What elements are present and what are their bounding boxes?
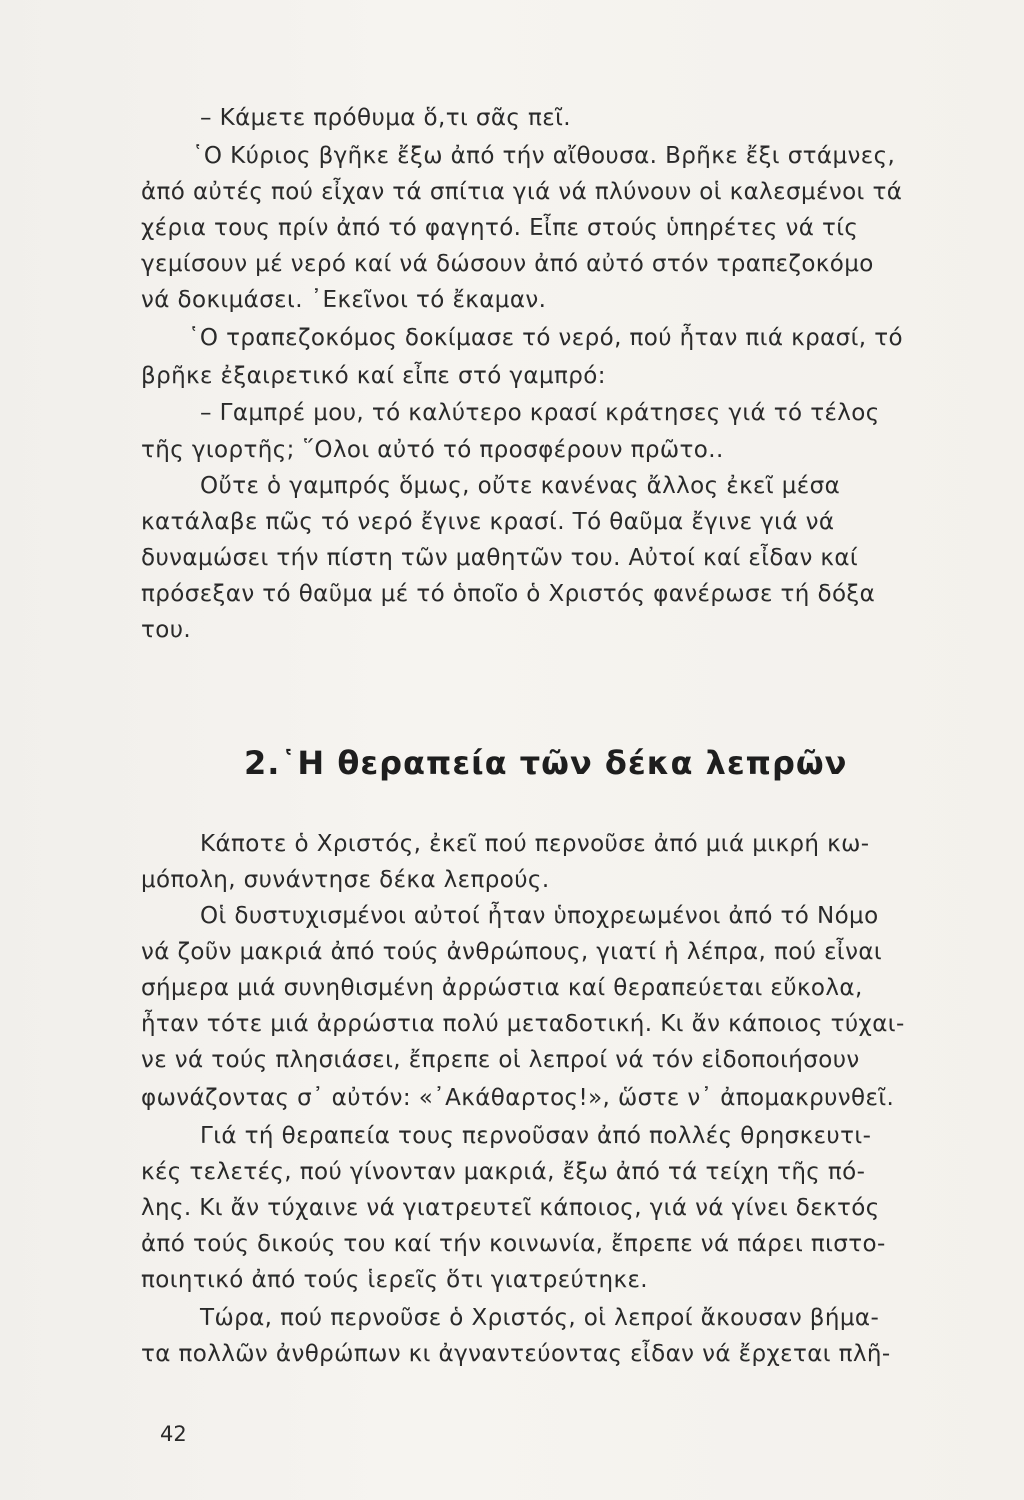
text-line: χέρια τους πρίν ἀπό τό φαγητό. Εἶπε στούς ὑπηρέτες νά τίς bbox=[141, 215, 859, 241]
text-line: του. bbox=[141, 617, 192, 643]
text-line: νε νά τούς πλησιάσει, ἔπρεπε οἱ λεπροί νά τόν εἰδοποιήσουν bbox=[141, 1047, 860, 1073]
text-line: Γιά τή θεραπεία τους περνοῦσαν ἀπό πολλές θρησκευτι- bbox=[200, 1123, 872, 1149]
text-line: λης. Κι ἄν τύχαινε νά γιατρευτεῖ κάποιος, γιά νά γίνει δεκτός bbox=[141, 1195, 880, 1221]
text-line: – Γαμπρέ μου, τό καλύτερο κρασί κράτησες γιά τό τέλος bbox=[200, 400, 880, 426]
text-line: ῾Ο τραπεζοκόμος δοκίμασε τό νερό, πού ἦταν πιά κρασί, τό bbox=[188, 325, 903, 351]
text-line: τῆς γιορτῆς; ῞Ολοι αὐτό τό προσφέρουν πρῶτο.. bbox=[141, 437, 724, 463]
text-line: κατάλαβε πῶς τό νερό ἔγινε κρασί. Τό θαῦμα ἔγινε γιά νά bbox=[141, 509, 835, 535]
text-line: νά δοκιμάσει. ᾿Εκεῖνοι τό ἔκαμαν. bbox=[141, 287, 547, 313]
text-line: ῾Ο Κύριος βγῆκε ἔξω ἀπό τήν αἴθουσα. Βρῆκε ἔξι στάμνες, bbox=[192, 143, 896, 169]
text-line: Κάποτε ὁ Χριστός, ἐκεῖ πού περνοῦσε ἀπό μιά μικρή κω- bbox=[200, 831, 870, 857]
text-line: νά ζοῦν μακριά ἀπό τούς ἀνθρώπους, γιατί ἡ λέπρα, πού εἶναι bbox=[141, 939, 883, 965]
text-line: κές τελετές, πού γίνονταν μακριά, ἔξω ἀπό τά τείχη τῆς πό- bbox=[141, 1159, 866, 1185]
text-line: βρῆκε ἐξαιρετικό καί εἶπε στό γαμπρό: bbox=[141, 363, 606, 389]
text-line: σήμερα μιά συνηθισμένη ἀρρώστια καί θεραπεύεται εὔκολα, bbox=[141, 975, 863, 1001]
text-line: πρόσεξαν τό θαῦμα μέ τό ὁποῖο ὁ Χριστός φανέρωσε τή δόξα bbox=[141, 581, 876, 607]
text-line: ἦταν τότε μιά ἀρρώστια πολύ μεταδοτική. Κι ἄν κάποιος τύχαι- bbox=[141, 1011, 905, 1037]
text-line: Οὔτε ὁ γαμπρός ὅμως, οὔτε κανένας ἄλλος ἐκεῖ μέσα bbox=[200, 473, 841, 499]
text-line: ποιητικό ἀπό τούς ἱερεῖς ὅτι γιατρεύτηκε. bbox=[141, 1267, 648, 1293]
text-line: τα πολλῶν ἀνθρώπων κι ἀγναντεύοντας εἶδαν νά ἔρχεται πλῆ- bbox=[141, 1341, 891, 1367]
text-line: ἀπό τούς δικούς του καί τήν κοινωνία, ἔπρεπε νά πάρει πιστο- bbox=[141, 1231, 886, 1257]
section-heading: 2.῾Η θεραπεία τῶν δέκα λεπρῶν bbox=[244, 744, 848, 782]
text-line: Οἱ δυστυχισμένοι αὐτοί ἦταν ὑποχρεωμένοι ἀπό τό Νόμο bbox=[200, 903, 879, 929]
text-line: ἀπό αὐτές πού εἶχαν τά σπίτια γιά νά πλύνουν οἱ καλεσμένοι τά bbox=[141, 179, 903, 205]
text-line: φωνάζοντας σ᾿ αὐτόν: «᾿Ακάθαρτος!», ὥστε ν᾿ ἀπομακρυνθεῖ. bbox=[141, 1085, 895, 1111]
page-number: 42 bbox=[160, 1422, 187, 1446]
text-line: μόπολη, συνάντησε δέκα λεπρούς. bbox=[141, 867, 550, 893]
text-line: Τώρα, πού περνοῦσε ὁ Χριστός, οἱ λεπροί ἄκουσαν βήμα- bbox=[200, 1305, 880, 1331]
text-line: – Κάμετε πρόθυμα ὅ,τι σᾶς πεῖ. bbox=[200, 105, 571, 131]
text-line: γεμίσουν μέ νερό καί νά δώσουν ἀπό αὐτό στόν τραπεζοκόμο bbox=[141, 251, 874, 277]
text-line: δυναμώσει τήν πίστη τῶν μαθητῶν του. Αὐτοί καί εἶδαν καί bbox=[141, 545, 859, 571]
